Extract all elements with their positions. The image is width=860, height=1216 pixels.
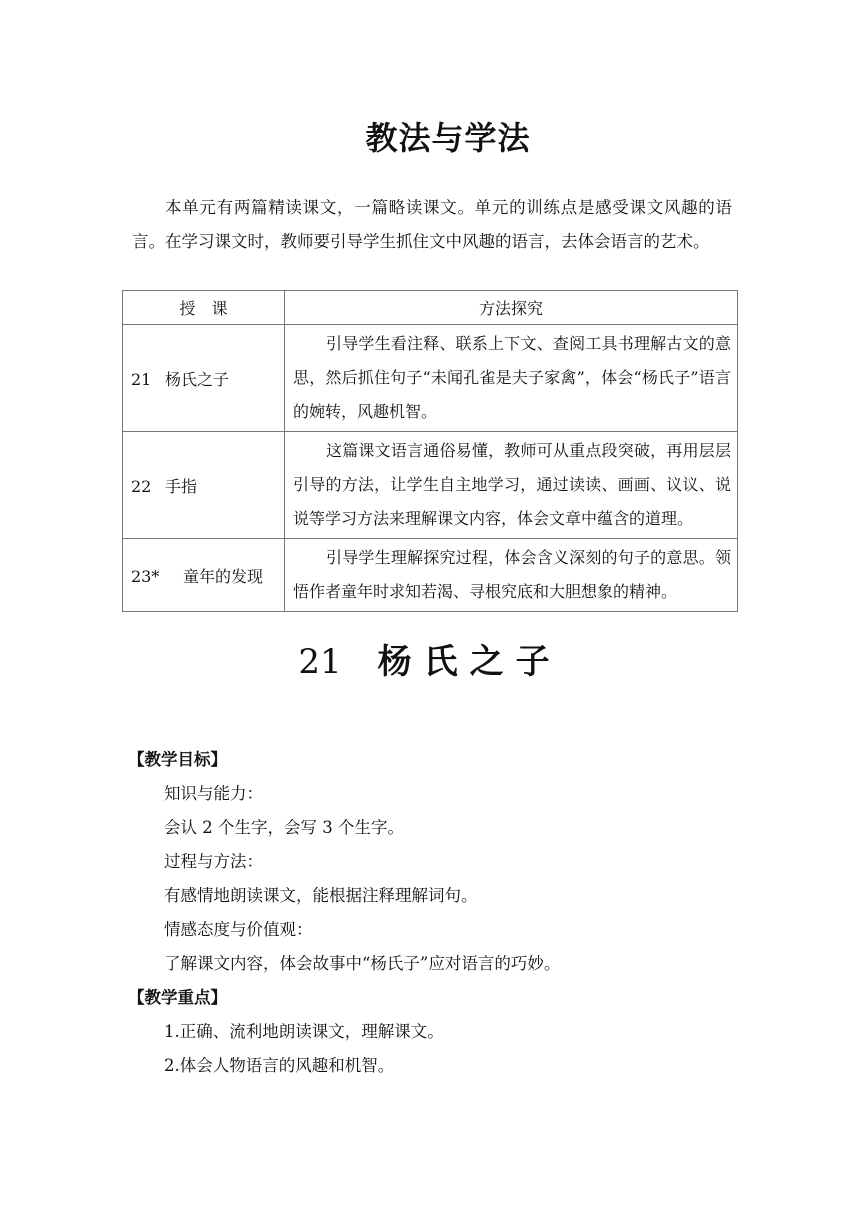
goal-line: 情感态度与价值观： [164,920,313,939]
table-row [123,325,738,432]
table-header-row [123,291,738,325]
table-row [123,432,738,539]
lesson-name: 杨氏之子 [165,369,230,389]
methods-table [122,290,738,612]
table-row [123,539,738,612]
goal-line: 过程与方法： [164,852,263,871]
intro-paragraph: 本单元有两篇精读课文，一篇略读课文。单元的训练点是感受课文风趣的语言。在学习课文时，教师要引导学生抓住文中风趣的语言，去体会语言的艺术。 [132,198,732,251]
method-cell: 引导学生看注释、联系上下文、查阅工具书理解古文的意思，然后抓住句子“未闻孔雀是夫子家禽”，体会“杨氏子”语言的婉转，风趣机智。 [285,325,738,432]
lesson-name: 手指 [165,476,198,496]
goal-line: 有感情地朗读课文，能根据注释理解词句。 [164,886,478,905]
key-points-heading: 【教学重点】 [128,988,227,1007]
header-lesson: 授 课 [123,291,285,325]
lesson-heading-title: 杨氏之子 [377,642,562,682]
method-cell: 这篇课文语言通俗易懂，教师可从重点段突破，再用层层引导的方法，让学生自主地学习，通过读读、画画、议议、说说等学习方法来理解课文内容，体会文章中蕴含的道理。 [285,432,738,539]
goal-line: 知识与能力： [164,784,263,803]
page-title: 教法与学法 [365,119,531,157]
key-point-line: 2.体会人物语言的风趣和机智。 [164,1056,395,1075]
goal-line: 会认 2 个生字，会写 3 个生字。 [164,818,404,837]
lesson-heading-number: 21 [298,642,342,682]
method-cell: 引导学生理解探究过程，体会含义深刻的句子的意思。领悟作者童年时求知若渴、寻根究底和大胆想象的精神。 [285,539,738,612]
lesson-name: 童年的发现 [183,566,264,586]
goals-heading: 【教学目标】 [128,750,227,769]
lesson-cell [123,325,285,432]
lesson-cell [123,539,285,612]
goal-line: 了解课文内容，体会故事中“杨氏子”应对语言的巧妙。 [164,954,561,973]
header-method: 方法探究 [285,291,738,325]
key-point-line: 1.正确、流利地朗读课文，理解课文。 [164,1022,444,1041]
lesson-cell [123,432,285,539]
lesson-number: 23* [131,566,160,586]
lesson-number: 22 [131,476,152,496]
lesson-heading [0,634,860,683]
lesson-number: 21 [131,369,152,389]
